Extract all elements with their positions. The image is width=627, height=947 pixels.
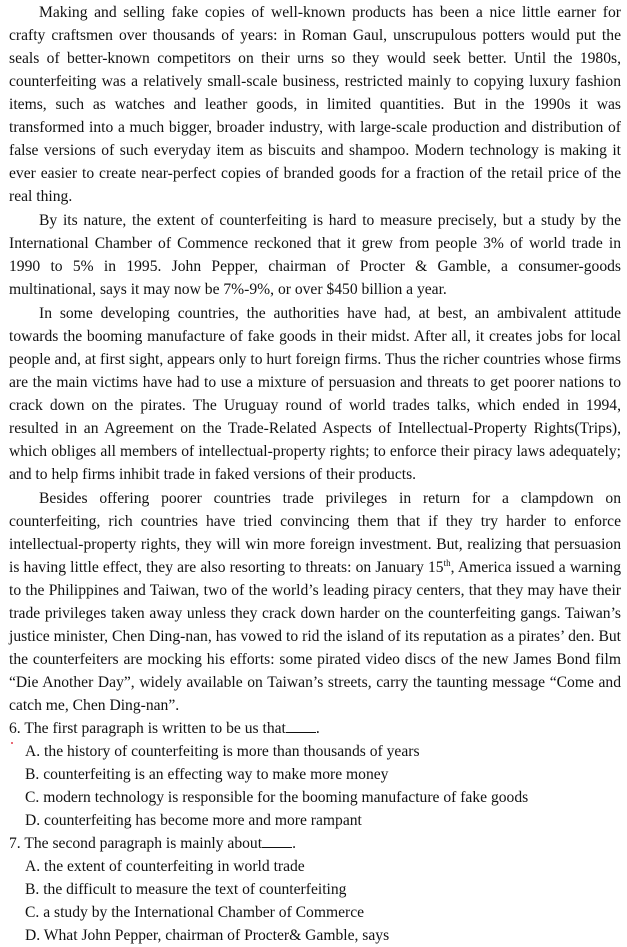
answer-blank bbox=[262, 833, 292, 848]
passage-paragraph-2: By its nature, the extent of counterfeiting is hard to measure precisely, but a study by the International Chamber of Commence reckoned that it grew from people 3% of world trade in 1990 to 5% in 1995. John Pepper, chairman of Procter & Gamble, a consumer-goods multinational, says it may now be 7%-9%, or over $450 billion a year. bbox=[9, 212, 621, 298]
question-end: . bbox=[292, 835, 296, 852]
option-a: A. the history of counterfeiting is more than thousands of years bbox=[25, 743, 420, 760]
document-page bbox=[9, 0, 621, 947]
option-d: D. What John Pepper, chairman of Procter& Gamble, says bbox=[25, 927, 390, 944]
passage-paragraph-3: In some developing countries, the authorities have had, at best, an ambivalent attitude towards the booming manufacture of fake goods in their midst. After all, it creates jobs for local people and, at first sight, appears only to hurt foreign firms. Thus the richer countries whose firms are the main victims have had to use a mixture of persuasion and threats to get poorer nations to crack down on the pirates. The Uruguay round of world trades talks, which ended in 1994, resulted in an Agreement on the Trade-Related Aspects of Intellectual-Property Rights(Trips), which obliges all members of intellectual-property rights; to enforce their piracy laws adequately; and to help firms inhibit trade in faked versions of their products. bbox=[9, 305, 621, 483]
reading-passage bbox=[9, 0, 621, 717]
option-c: C. modern technology is responsible for the booming manufacture of fake goods bbox=[25, 789, 529, 806]
stray-mark-dot bbox=[11, 742, 13, 744]
question-7 bbox=[9, 832, 621, 947]
option-b: B. counterfeiting is an effecting way to make more money bbox=[25, 766, 389, 783]
question-text: The first paragraph is written to be us that bbox=[24, 720, 286, 737]
question-6 bbox=[9, 717, 621, 832]
question-text: The second paragraph is mainly about bbox=[24, 835, 263, 852]
question-number: 6. bbox=[9, 720, 21, 737]
question-number: 7. bbox=[9, 835, 21, 852]
option-c: C. a study by the International Chamber of Commerce bbox=[25, 904, 365, 921]
passage-paragraph-4 bbox=[9, 486, 621, 717]
option-a: A. the extent of counterfeiting in world trade bbox=[25, 858, 305, 875]
paragraph-4-text-b: , America issued a warning to the Philippines and Taiwan, two of the world’s leading piracy centers, that they may have their trade privileges taken away unless they crack down harder on the counterfeiting gangs. Taiwan’s justice minister, Chen Ding-nan, has vowed to rid the island of its reputation as a pirates’ den. But the counterfeiters are mocking his efforts: some pirated video discs of the new James Bond film “Die Another Day”, widely available on Taiwan’s streets, carry the taunting message “Come and catch me, Chen Ding-nan”. bbox=[9, 559, 621, 714]
passage-paragraph-1: Making and selling fake copies of well-known products has been a nice little earner for crafty craftsmen over thousands of years: in Roman Gaul, unscrupulous potters would put the seals of better-known competitors on their urns so they would seek better. Until the 1980s, counterfeiting was a relatively small-scale business, restricted mainly to copying luxury fashion items, such as watches and leather goods, in limited quantities. But in the 1990s it was transformed into a much bigger, broader industry, with large-scale production and distribution of false versions of such everyday item as biscuits and shampoo. Modern technology is making it ever easier to create near-perfect copies of branded goods for a fraction of the retail price of the real thing. bbox=[9, 4, 621, 205]
option-d: D. counterfeiting has become more and more rampant bbox=[25, 812, 362, 829]
question-end: . bbox=[315, 720, 320, 737]
option-b: B. the difficult to measure the text of counterfeiting bbox=[25, 881, 347, 898]
question-stem bbox=[9, 832, 621, 855]
answer-blank bbox=[286, 718, 316, 733]
paragraph-4-text-a: Besides offering poorer countries trade privileges in return for a clampdown on counterfeiting, rich countries have tried convincing them that if they try harder to enforce intellectual-property rights, they will win more foreign investment. But, realizing that persuasion is having little effect, they are also resorting to threats: on January 15 bbox=[9, 490, 621, 576]
question-stem bbox=[9, 717, 621, 740]
ordinal-superscript: th bbox=[443, 557, 451, 568]
